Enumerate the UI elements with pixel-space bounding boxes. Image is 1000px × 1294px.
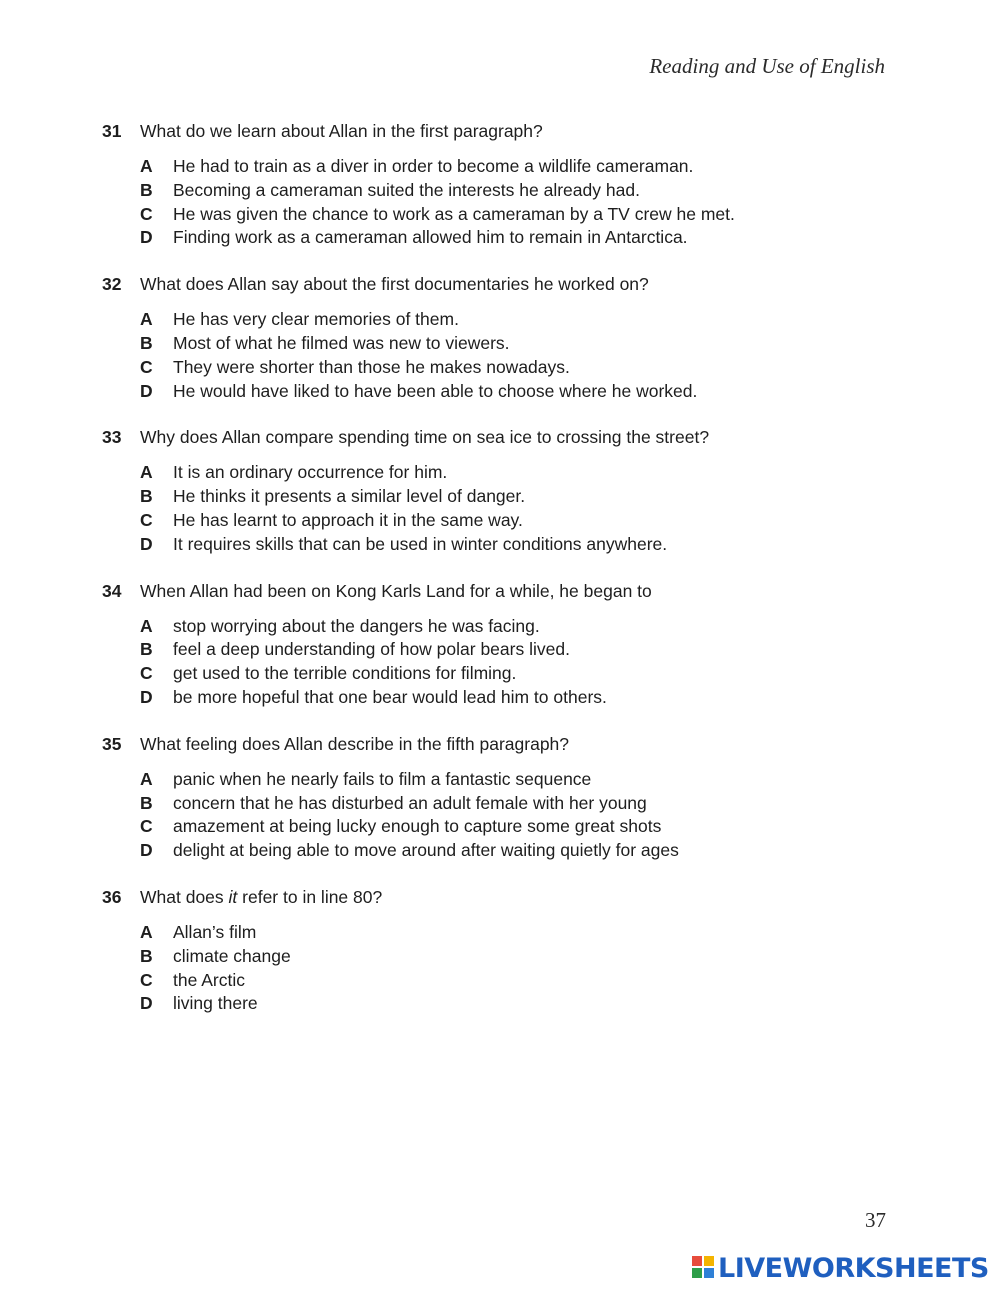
- option-c[interactable]: [0, 509, 1000, 533]
- question-35: [0, 732, 1000, 885]
- option-text: climate change: [173, 945, 291, 966]
- logo-block: [692, 1256, 702, 1266]
- option-text: panic when he nearly fails to film a fantastic sequence: [173, 768, 592, 789]
- option-letter: B: [140, 639, 153, 660]
- option-text: be more hopeful that one bear would lead him to others.: [173, 686, 607, 707]
- question-number: 36: [102, 886, 122, 907]
- option-d[interactable]: [0, 380, 1000, 404]
- option-text: Allan’s film: [173, 921, 257, 942]
- option-letter: B: [140, 792, 153, 813]
- option-letter: D: [140, 686, 153, 707]
- option-d[interactable]: [0, 686, 1000, 710]
- question-number: 34: [102, 580, 122, 601]
- question-number: 32: [102, 274, 122, 295]
- option-c[interactable]: [0, 969, 1000, 993]
- option-b[interactable]: [0, 638, 1000, 662]
- question-32: [0, 272, 1000, 425]
- question-number: 33: [102, 427, 122, 448]
- option-d[interactable]: [0, 226, 1000, 250]
- option-letter: D: [140, 993, 153, 1014]
- option-list: [0, 615, 1000, 710]
- option-list: [0, 461, 1000, 556]
- option-b[interactable]: [0, 792, 1000, 816]
- option-text: He was given the chance to work as a cameraman by a TV crew he met.: [173, 203, 735, 224]
- option-a[interactable]: [0, 155, 1000, 179]
- question-list: [0, 119, 1000, 1038]
- option-c[interactable]: [0, 815, 1000, 839]
- question-text: What does Allan say about the first documentaries he worked on?: [140, 274, 649, 295]
- option-text: He has learnt to approach it in the same way.: [173, 509, 523, 530]
- option-letter: B: [140, 945, 153, 966]
- option-text: Finding work as a cameraman allowed him to remain in Antarctica.: [173, 227, 688, 248]
- option-letter: D: [140, 380, 153, 401]
- option-text: They were shorter than those he makes nowadays.: [173, 356, 570, 377]
- option-letter: A: [140, 768, 153, 789]
- option-list: [0, 155, 1000, 250]
- option-text: stop worrying about the dangers he was facing.: [173, 615, 540, 636]
- option-c[interactable]: [0, 662, 1000, 686]
- question-text: What do we learn about Allan in the first paragraph?: [140, 121, 543, 141]
- option-letter: C: [140, 203, 153, 224]
- option-text: get used to the terrible conditions for filming.: [173, 663, 517, 684]
- question-34: [0, 579, 1000, 732]
- option-text: delight at being able to move around after waiting quietly for ages: [173, 840, 679, 861]
- question-33: [0, 425, 1000, 578]
- option-b[interactable]: [0, 179, 1000, 203]
- question-36: [0, 885, 1000, 1038]
- option-letter: B: [140, 179, 153, 200]
- option-text: He thinks it presents a similar level of danger.: [173, 486, 526, 507]
- option-a[interactable]: [0, 461, 1000, 485]
- option-text: living there: [173, 993, 258, 1014]
- option-a[interactable]: [0, 308, 1000, 332]
- question-text: Why does Allan compare spending time on sea ice to crossing the street?: [140, 427, 710, 448]
- question-31: [0, 119, 1000, 272]
- option-text: He would have liked to have been able to choose where he worked.: [173, 380, 698, 401]
- option-text: concern that he has disturbed an adult female with her young: [173, 792, 647, 813]
- option-text: feel a deep understanding of how polar bears lived.: [173, 639, 570, 660]
- question-number: 31: [102, 121, 122, 141]
- page-number: 37: [865, 1208, 886, 1232]
- option-letter: D: [140, 227, 153, 248]
- running-header: Reading and Use of English: [649, 54, 885, 78]
- option-letter: B: [140, 332, 153, 353]
- question-number: 35: [102, 733, 122, 754]
- option-text: Most of what he filmed was new to viewers.: [173, 332, 510, 353]
- option-c[interactable]: [0, 203, 1000, 227]
- option-c[interactable]: [0, 356, 1000, 380]
- logo-block: [704, 1256, 714, 1266]
- option-letter: A: [140, 309, 153, 330]
- option-text: He has very clear memories of them.: [173, 309, 459, 330]
- option-list: [0, 921, 1000, 1016]
- option-list: [0, 768, 1000, 863]
- question-text: When Allan had been on Kong Karls Land for a while, he began to: [140, 580, 652, 601]
- logo-block: [704, 1268, 714, 1278]
- option-b[interactable]: [0, 485, 1000, 509]
- option-letter: C: [140, 969, 153, 990]
- option-d[interactable]: [0, 533, 1000, 557]
- option-letter: C: [140, 356, 153, 377]
- option-text: amazement at being lucky enough to capture some great shots: [173, 816, 662, 837]
- option-d[interactable]: [0, 839, 1000, 863]
- option-letter: A: [140, 156, 153, 176]
- liveworksheets-blocks-icon: [692, 1256, 716, 1280]
- option-letter: B: [140, 486, 153, 507]
- option-b[interactable]: [0, 332, 1000, 356]
- option-letter: A: [140, 462, 153, 483]
- option-letter: A: [140, 615, 153, 636]
- option-letter: C: [140, 509, 153, 530]
- option-letter: C: [140, 816, 153, 837]
- logo-block: [692, 1268, 702, 1278]
- option-a[interactable]: [0, 615, 1000, 639]
- option-a[interactable]: [0, 768, 1000, 792]
- option-text: It requires skills that can be used in winter conditions anywhere.: [173, 533, 668, 554]
- option-a[interactable]: [0, 921, 1000, 945]
- liveworksheets-wordmark: LIVEWORKSHEETS: [718, 1253, 989, 1284]
- option-text: the Arctic: [173, 969, 245, 990]
- option-list: [0, 308, 1000, 403]
- option-letter: C: [140, 663, 153, 684]
- question-text: What feeling does Allan describe in the fifth paragraph?: [140, 733, 570, 754]
- option-letter: A: [140, 921, 153, 942]
- option-b[interactable]: [0, 945, 1000, 969]
- option-letter: D: [140, 840, 153, 861]
- option-text: It is an ordinary occurrence for him.: [173, 462, 448, 483]
- option-letter: D: [140, 533, 153, 554]
- question-text: What does it refer to in line 80?: [140, 886, 383, 907]
- option-d[interactable]: [0, 992, 1000, 1016]
- option-text: He had to train as a diver in order to become a wildlife cameraman.: [173, 156, 694, 176]
- option-text: Becoming a cameraman suited the interests he already had.: [173, 179, 640, 200]
